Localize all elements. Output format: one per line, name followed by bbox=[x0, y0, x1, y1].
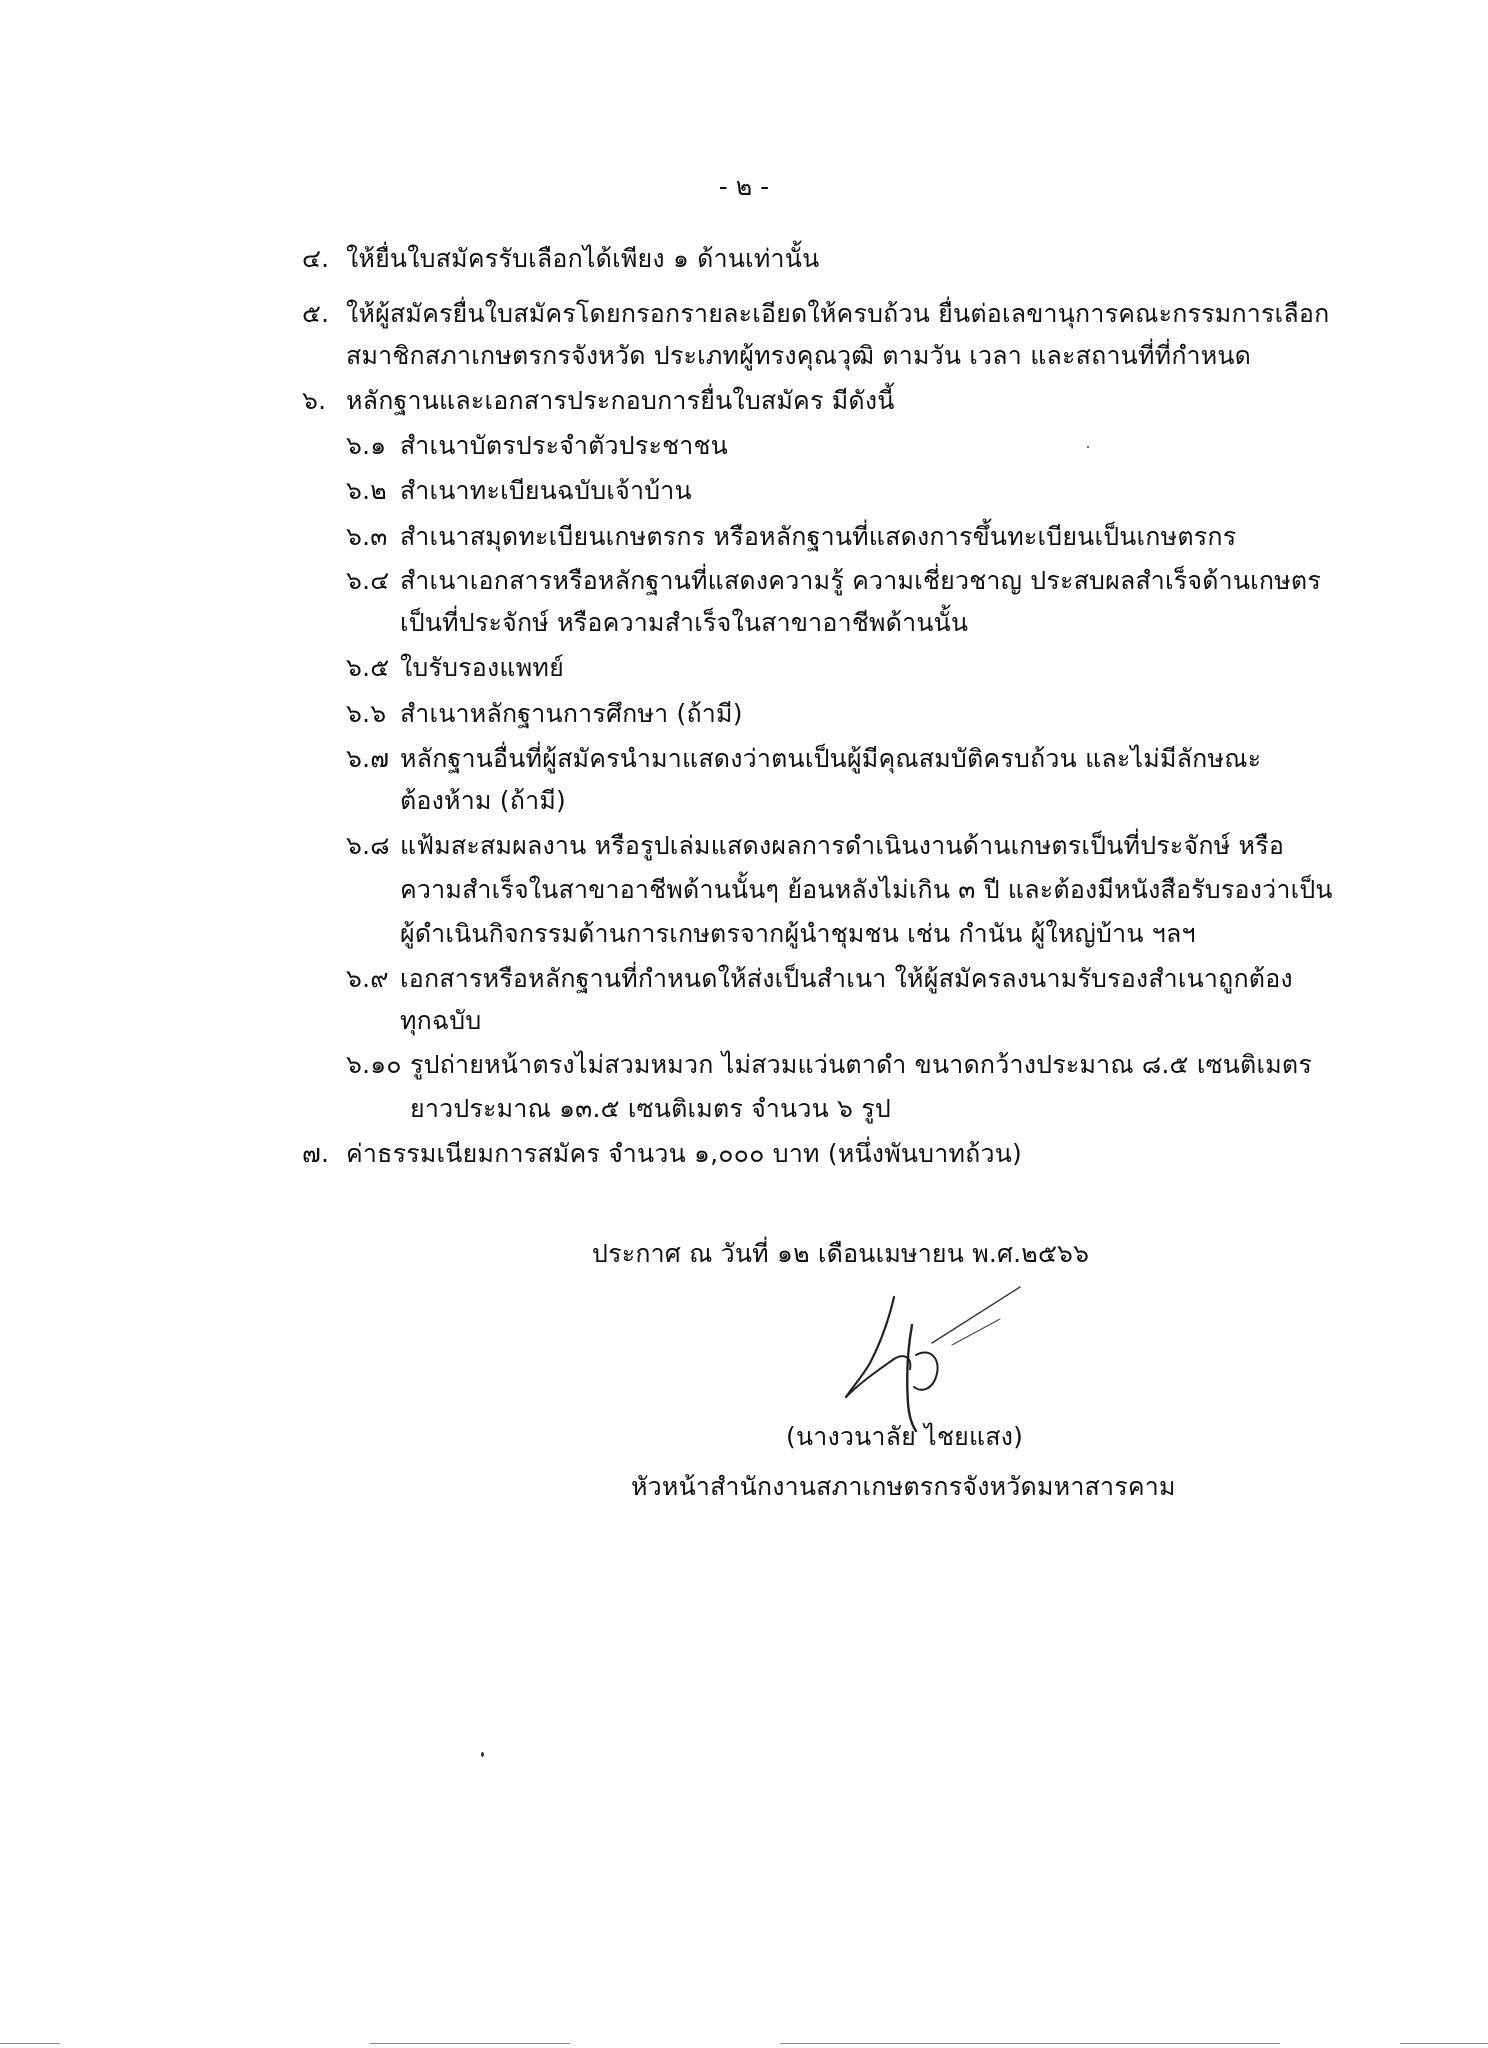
sub-item-text: สำเนาทะเบียนฉบับเจ้าบ้าน bbox=[400, 476, 692, 505]
sub-item-6-4-continuation: เป็นที่ประจักษ์ หรือความสำเร็จในสาขาอาชีพด้านนั้น bbox=[400, 608, 969, 637]
page-number: - ๒ - bbox=[718, 172, 770, 201]
sub-item-text: ใบรับรองแพทย์ bbox=[400, 653, 564, 682]
item-number: ๖. bbox=[302, 386, 327, 415]
sub-item-number: ๖.๙ bbox=[346, 964, 389, 993]
sub-item-text: รูปถ่ายหน้าตรงไม่สวมหมวก ไม่สวมแว่นตาดำ ขนาดกว้างประมาณ ๘.๕ เซนติเมตร bbox=[410, 1050, 1312, 1079]
sub-item-6-9-continuation: ทุกฉบับ bbox=[400, 1006, 482, 1035]
sub-item-number: ๖.๗ bbox=[346, 744, 390, 773]
sub-item-6-8-continuation-1: ความสำเร็จในสาขาอาชีพด้านนั้นๆ ย้อนหลังไม่เกิน ๓ ปี และต้องมีหนังสือรับรองว่าเป็น bbox=[400, 875, 1333, 904]
sub-item-6-8-continuation-2: ผู้ดำเนินกิจกรรมด้านการเกษตรจากผู้นำชุมชน เช่น กำนัน ผู้ใหญ่บ้าน ฯลฯ bbox=[400, 919, 1196, 948]
item-number: ๗. bbox=[302, 1139, 330, 1168]
sub-item-text: สำเนาบัตรประจำตัวประชาชน bbox=[400, 431, 728, 460]
signatory-title: หัวหน้าสำนักงานสภาเกษตรกรจังหวัดมหาสารคาม bbox=[631, 1472, 1176, 1501]
item-5-continuation: สมาชิกสภาเกษตรกรจังหวัด ประเภทผู้ทรงคุณวุฒิ ตามวัน เวลา และสถานที่ที่กำหนด bbox=[346, 341, 1252, 370]
item-number: ๕. bbox=[302, 299, 330, 328]
sub-item-text: หลักฐานอื่นที่ผู้สมัครนำมาแสดงว่าตนเป็นผู้มีคุณสมบัติครบถ้วน และไม่มีลักษณะ bbox=[400, 744, 1262, 773]
sub-item-number: ๖.๔ bbox=[346, 566, 390, 595]
sub-item-6-7-continuation: ต้องห้าม (ถ้ามี) bbox=[400, 786, 566, 815]
sub-item-6-7 bbox=[346, 742, 1261, 776]
sub-item-6-2 bbox=[346, 474, 692, 508]
sub-item-number: ๖.๑ bbox=[346, 431, 387, 460]
announcement-date: ประกาศ ณ วันที่ ๑๒ เดือนเมษายน พ.ศ.๒๕๖๖ bbox=[592, 1239, 1090, 1268]
sub-item-6-10 bbox=[346, 1048, 1312, 1082]
item-text: ให้ยื่นใบสมัครรับเลือกได้เพียง ๑ ด้านเท่านั้น bbox=[346, 244, 820, 273]
sub-item-number: ๖.๖ bbox=[346, 699, 387, 728]
sub-item-number: ๖.๑๐ bbox=[346, 1050, 402, 1079]
item-text: ให้ผู้สมัครยื่นใบสมัครโดยกรอกรายละเอียดให้ครบถ้วน ยื่นต่อเลขานุการคณะกรรมการเลือก bbox=[346, 299, 1330, 328]
sub-item-number: ๖.๘ bbox=[346, 831, 390, 860]
item-text: หลักฐานและเอกสารประกอบการยื่นใบสมัคร มีดังนี้ bbox=[346, 386, 895, 415]
item-6 bbox=[302, 384, 895, 418]
sub-item-6-1 bbox=[346, 429, 728, 463]
sub-item-6-6 bbox=[346, 697, 743, 731]
sub-item-6-3 bbox=[346, 520, 1236, 554]
item-5 bbox=[302, 297, 1330, 331]
scan-edge-line bbox=[370, 2043, 570, 2044]
scan-speck bbox=[481, 1752, 484, 1757]
scan-speck bbox=[1087, 446, 1089, 448]
sub-item-number: ๖.๒ bbox=[346, 476, 387, 505]
sub-item-text: สำเนาหลักฐานการศึกษา (ถ้ามี) bbox=[400, 699, 743, 728]
scan-edge-line bbox=[0, 2043, 60, 2044]
item-number: ๔. bbox=[302, 244, 330, 273]
signatory-name: (นางวนาลัย ไชยแสง) bbox=[786, 1422, 1024, 1451]
sub-item-text: สำเนาเอกสารหรือหลักฐานที่แสดงความรู้ ความเชี่ยวชาญ ประสบผลสำเร็จด้านเกษตร bbox=[400, 566, 1321, 595]
sub-item-6-8 bbox=[346, 829, 1284, 863]
sub-item-text: สำเนาสมุดทะเบียนเกษตรกร หรือหลักฐานที่แสดงการขึ้นทะเบียนเป็นเกษตรกร bbox=[400, 522, 1237, 551]
sub-item-text: เอกสารหรือหลักฐานที่กำหนดให้ส่งเป็นสำเนา ให้ผู้สมัครลงนามรับรองสำเนาถูกต้อง bbox=[400, 964, 1293, 993]
handwritten-signature bbox=[832, 1285, 1032, 1435]
sub-item-6-4 bbox=[346, 564, 1321, 598]
sub-item-number: ๖.๕ bbox=[346, 653, 390, 682]
sub-item-number: ๖.๓ bbox=[346, 522, 388, 551]
scan-edge-line bbox=[780, 2043, 1280, 2044]
sub-item-6-10-continuation: ยาวประมาณ ๑๓.๕ เซนติเมตร จำนวน ๖ รูป bbox=[410, 1094, 891, 1123]
sub-item-6-5 bbox=[346, 651, 564, 685]
scan-edge-line bbox=[1400, 2043, 1488, 2044]
sub-item-text: แฟ้มสะสมผลงาน หรือรูปเล่มแสดงผลการดำเนินงานด้านเกษตรเป็นที่ประจักษ์ หรือ bbox=[400, 831, 1285, 860]
sub-item-6-9 bbox=[346, 962, 1293, 996]
item-4 bbox=[302, 242, 819, 276]
item-text: ค่าธรรมเนียมการสมัคร จำนวน ๑,๐๐๐ บาท (หนึ่งพันบาทถ้วน) bbox=[346, 1139, 1022, 1168]
item-7 bbox=[302, 1137, 1022, 1171]
